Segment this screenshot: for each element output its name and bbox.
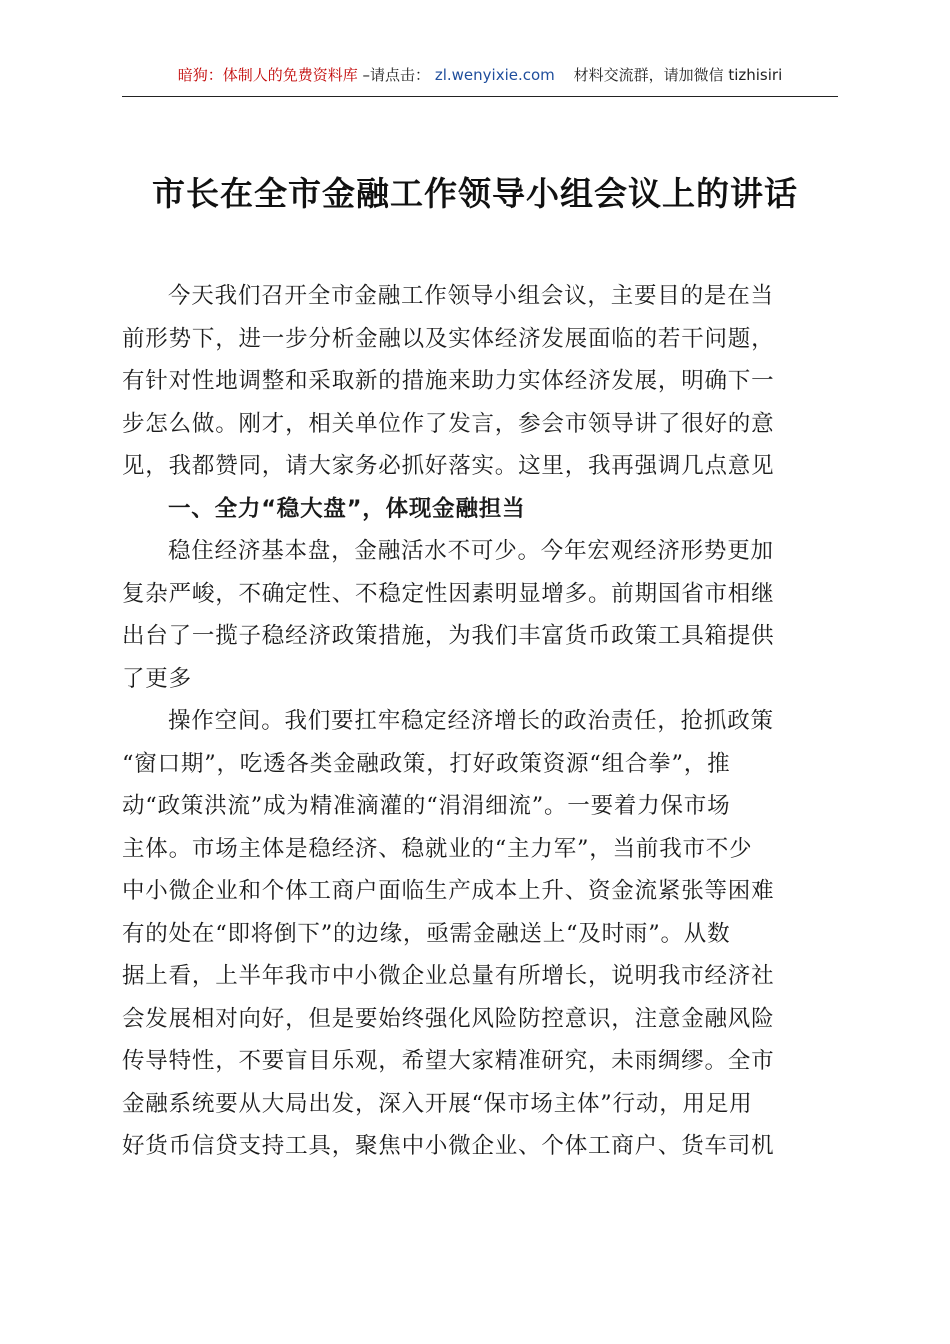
header-url-link[interactable]: zl.wenyixie.com (434, 66, 555, 84)
paragraph-line: 步怎么做。刚才，相关单位作了发言，参会市领导讲了很好的意 (122, 410, 775, 437)
paragraph-line: “窗口期”，吃透各类金融政策，打好政策资源“组合拳”，推 (122, 750, 731, 777)
paragraph-line: 中小微企业和个体工商户面临生产成本上升、资金流紧张等困难 (122, 878, 775, 904)
paragraph-line: 前形势下，进一步分析金融以及实体经济发展面临的若干问题， (122, 325, 775, 352)
paragraph-line: 据上看，上半年我市中小微企业总量有所增长，说明我市经济社 (122, 963, 775, 989)
paragraph-line: 出台了一揽子稳经济政策措施，为我们丰富货币政策工具箱提供 (122, 623, 775, 649)
paragraph-line: 稳住经济基本盘，金融活水不可少。今年宏观经济形势更加 (168, 538, 774, 564)
header-link-prefix: –请点击： (362, 66, 431, 84)
paragraph-line: 会发展相对向好，但是要始终强化风险防控意识，注意金融风险 (122, 1005, 775, 1032)
page-header (122, 64, 838, 97)
paragraph-line: 有的处在“即将倒下”的边缘，亟需金融送上“及时雨”。从数 (122, 920, 731, 947)
paragraph-line: 动“政策洪流”成为精准滴灌的“涓涓细流”。一要着力保市场 (122, 793, 731, 819)
document-body (122, 278, 838, 1171)
paragraph-line: 复杂严峻，不确定性、不稳定性因素明显增多。前期国省市相继 (122, 580, 775, 607)
header-contact: 材料交流群，请加微信 tizhisiri (573, 66, 783, 84)
paragraph-line: 传导特性，不要盲目乐观，希望大家精准研究，未雨绸缪。全市 (122, 1048, 775, 1074)
paragraph-line: 今天我们召开全市金融工作领导小组会议，主要目的是在当 (168, 283, 774, 309)
paragraph-line: 见，我都赞同，请大家务必抓好落实。这里，我再强调几点意见 (122, 453, 775, 479)
paragraph-line: 金融系统要从大局出发，深入开展“保市场主体”行动，用足用 (122, 1090, 753, 1117)
paragraph-line: 主体。市场主体是稳经济、稳就业的“主力军”，当前我市不少 (122, 835, 753, 862)
document-title: 市长在全市金融工作领导小组会议上的讲话 (152, 174, 798, 213)
paragraph-line: 好货币信贷支持工具，聚焦中小微企业、个体工商户、货车司机 (122, 1133, 775, 1159)
paragraph-line: 了更多 (122, 665, 192, 692)
section-heading: 一、全力“稳大盘”，体现金融担当 (168, 495, 526, 522)
paragraph-line: 操作空间。我们要扛牢稳定经济增长的政治责任，抢抓政策 (168, 708, 774, 734)
header-brand: 暗狗：体制人的免费资料库 (177, 66, 358, 84)
paragraph-line: 有针对性地调整和采取新的措施来助力实体经济发展，明确下一 (122, 368, 775, 394)
